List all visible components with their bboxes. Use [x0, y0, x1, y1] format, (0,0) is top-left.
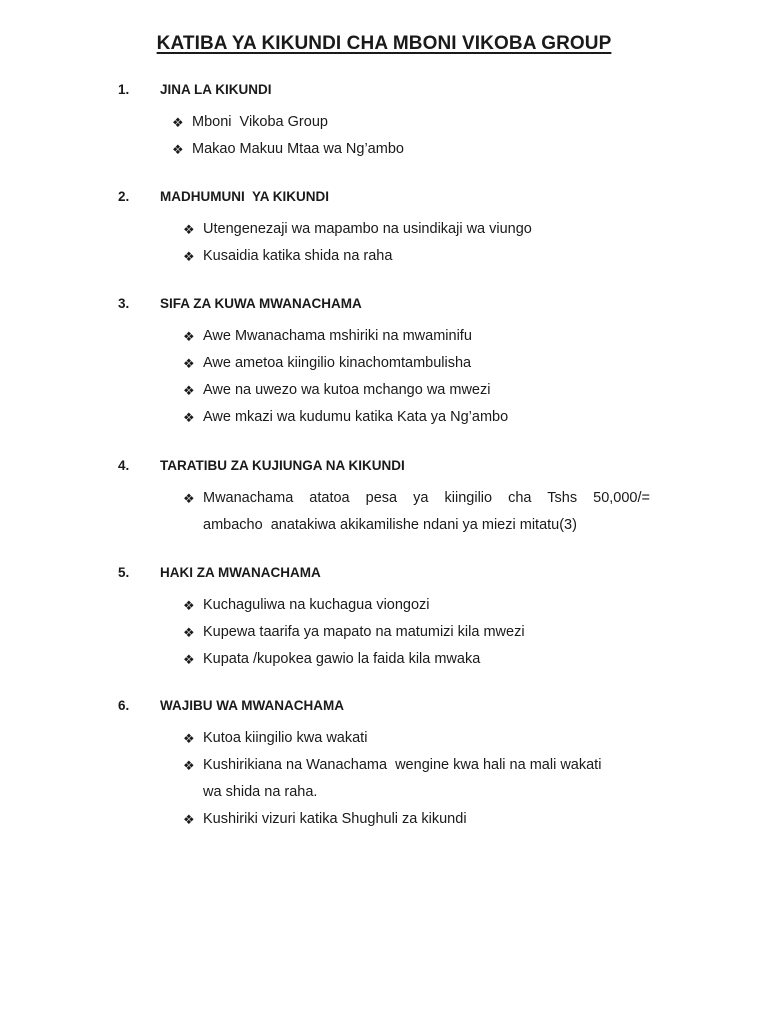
section-heading-text: SIFA ZA KUWA MWANACHAMA — [160, 296, 362, 311]
list-item — [0, 323, 768, 350]
section-heading-text: JINA LA KIKUNDI — [160, 82, 272, 97]
list-item-continuation: wa shida na raha. — [203, 784, 318, 800]
section-number: 1. — [118, 82, 130, 97]
section-heading — [0, 82, 768, 109]
list-item — [0, 350, 768, 377]
section-6 — [0, 698, 768, 833]
list-item-text: Kupata /kupokea gawio la faida kila mwaka — [203, 651, 481, 667]
list-item-text: Kushiriki vizuri katika Shughuli za kikundi — [203, 811, 467, 827]
section-number: 5. — [118, 565, 130, 580]
bullet-list — [0, 485, 768, 539]
list-item-text: Awe ametoa kiingilio kinachomtambulisha — [203, 355, 472, 371]
list-item — [0, 485, 768, 539]
list-item — [0, 806, 768, 833]
section-heading-text: WAJIBU WA MWANACHAMA — [160, 698, 344, 713]
bullet-list — [0, 725, 768, 833]
section-1 — [0, 82, 768, 163]
document-title — [0, 33, 768, 55]
list-item-text: Mwanachama atatoa pesa ya kiingilio cha Tshs 50,000/= — [203, 490, 650, 506]
section-heading-text: HAKI ZA MWANACHAMA — [160, 565, 321, 580]
diamond-bullet-icon: ❖ — [183, 410, 195, 425]
document-title-text: KATIBA YA KIKUNDI CHA MBONI VIKOBA GROUP — [156, 33, 612, 54]
bullet-list — [0, 592, 768, 673]
list-item — [0, 377, 768, 404]
diamond-bullet-icon: ❖ — [183, 356, 195, 371]
diamond-bullet-icon: ❖ — [183, 652, 195, 667]
diamond-bullet-icon: ❖ — [183, 625, 195, 640]
list-item-text: Awe na uwezo wa kutoa mchango wa mwezi — [203, 382, 491, 398]
list-item-text: Kutoa kiingilio kwa wakati — [203, 730, 368, 746]
diamond-bullet-icon: ❖ — [183, 731, 195, 746]
list-item-text: Kuchaguliwa na kuchagua viongozi — [203, 597, 430, 613]
list-item — [0, 592, 768, 619]
list-item-text: Kupewa taarifa ya mapato na matumizi kila mwezi — [203, 624, 525, 640]
list-item — [0, 619, 768, 646]
list-item — [0, 136, 768, 163]
section-heading — [0, 565, 768, 592]
section-heading — [0, 698, 768, 725]
list-item-text: Awe mkazi wa kudumu katika Kata ya Ng’ambo — [203, 409, 509, 425]
section-4 — [0, 458, 768, 539]
section-heading-text: MADHUMUNI YA KIKUNDI — [160, 189, 330, 204]
list-item-continuation: ambacho anatakiwa akikamilishe ndani ya miezi mitatu(3) — [203, 517, 577, 533]
list-item-text: Kushirikiana na Wanachama wengine kwa hali na mali wakati — [203, 757, 602, 773]
bullet-list — [0, 216, 768, 270]
section-number: 4. — [118, 458, 130, 473]
section-heading — [0, 296, 768, 323]
bullet-list — [0, 109, 768, 163]
section-2 — [0, 189, 768, 270]
diamond-bullet-icon: ❖ — [183, 598, 195, 613]
diamond-bullet-icon: ❖ — [183, 249, 195, 264]
diamond-bullet-icon: ❖ — [183, 491, 195, 506]
list-item — [0, 725, 768, 752]
list-item — [0, 109, 768, 136]
list-item — [0, 216, 768, 243]
diamond-bullet-icon: ❖ — [183, 758, 195, 773]
list-item-text: Mboni Vikoba Group — [192, 114, 328, 130]
diamond-bullet-icon: ❖ — [183, 812, 195, 827]
list-item — [0, 646, 768, 673]
section-number: 2. — [118, 189, 130, 204]
section-heading — [0, 458, 768, 485]
list-item-text: Awe Mwanachama mshiriki na mwaminifu — [203, 328, 472, 344]
list-item-text: Utengenezaji wa mapambo na usindikaji wa viungo — [203, 221, 532, 237]
section-number: 6. — [118, 698, 130, 713]
list-item-text: Kusaidia katika shida na raha — [203, 248, 393, 264]
diamond-bullet-icon: ❖ — [172, 142, 184, 157]
bullet-list — [0, 323, 768, 431]
section-number: 3. — [118, 296, 130, 311]
diamond-bullet-icon: ❖ — [172, 115, 184, 130]
section-heading — [0, 189, 768, 216]
diamond-bullet-icon: ❖ — [183, 222, 195, 237]
diamond-bullet-icon: ❖ — [183, 329, 195, 344]
list-item — [0, 404, 768, 431]
list-item-text: Makao Makuu Mtaa wa Ng’ambo — [192, 141, 404, 157]
section-5 — [0, 565, 768, 673]
list-item — [0, 752, 768, 806]
list-item — [0, 243, 768, 270]
section-heading-text: TARATIBU ZA KUJIUNGA NA KIKUNDI — [160, 458, 405, 473]
section-3 — [0, 296, 768, 431]
diamond-bullet-icon: ❖ — [183, 383, 195, 398]
